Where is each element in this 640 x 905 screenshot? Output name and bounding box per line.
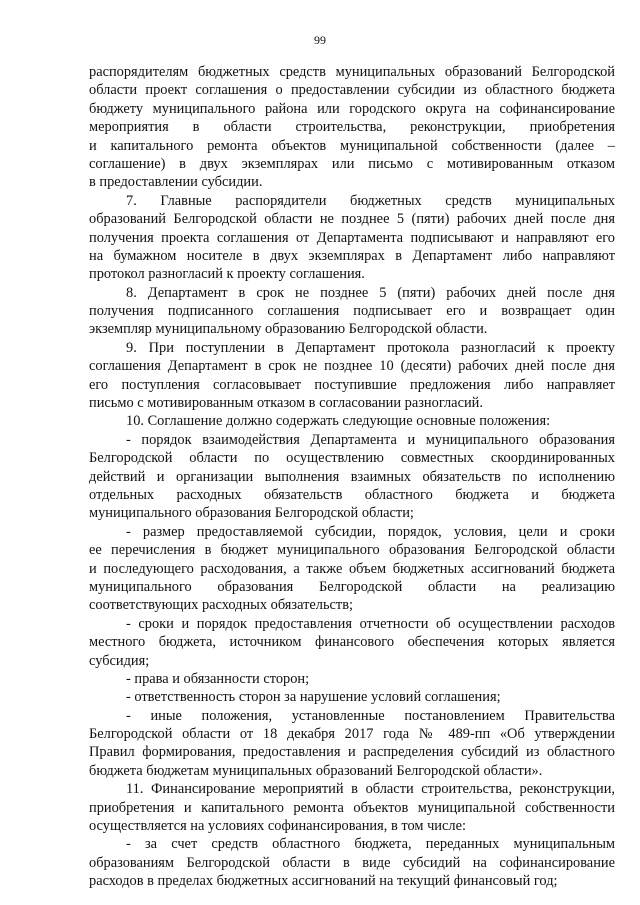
text-line: - ответственность сторон за нарушение условий соглашения; <box>126 689 501 706</box>
text-line: образований Белгородской области не позднее 5 (пяти) рабочих дней после дня <box>89 211 615 228</box>
text-line: на бумажном носителе в двух экземплярах в Департамент либо направляют <box>89 247 615 264</box>
text-line: протокол разногласий к проекту соглашения. <box>89 266 365 283</box>
text-line: мероприятия в области строительства, реконструкции, приобретения <box>89 119 615 136</box>
text-line: субсидия; <box>89 652 150 669</box>
page-number: 99 <box>314 33 326 47</box>
text-line: и последующего расходования, а также объем бюджетных ассигнований бюджета <box>89 560 615 577</box>
text-line: - размер предоставляемой субсидии, порядок, условия, цели и сроки <box>126 523 615 540</box>
document-body <box>89 63 615 891</box>
text-line: соглашения Департамент в срок не позднее 10 (десяти) рабочих дней после дня <box>89 358 615 375</box>
text-line: муниципального образования Белгородской области; <box>89 505 414 522</box>
text-line: муниципального образования Белгородской области на реализацию <box>89 578 615 595</box>
text-line: 11. Финансирование мероприятий в области строительства, реконструкции, <box>126 781 615 798</box>
text-line: бюджету муниципального района или городского округа на софинансирование <box>89 100 615 117</box>
text-line: местного бюджета, источником финансового обеспечения которых является <box>89 634 615 651</box>
text-line: - сроки и порядок предоставления отчетности об осуществлении расходов <box>126 615 615 632</box>
text-line: осуществляется на условиях софинансирования, в том числе: <box>89 818 466 835</box>
text-line: 10. Соглашение должно содержать следующие основные положения: <box>126 413 551 430</box>
text-line: - порядок взаимодействия Департамента и муниципального образования <box>126 431 615 448</box>
text-line: и капитального ремонта объектов муниципальной собственности (далее – <box>89 137 615 154</box>
text-line: 7. Главные распорядители бюджетных средств муниципальных <box>126 192 615 209</box>
text-line: бюджета бюджетам муниципальных образований Белгородской области». <box>89 762 543 779</box>
text-line: 9. При поступлении в Департамент протокола разногласий к проекту <box>126 339 615 356</box>
text-line: образованиям Белгородской области в виде субсидий на софинансирование <box>89 854 615 871</box>
text-line: - иные положения, установленные постановлением Правительства <box>126 707 615 724</box>
text-line: распорядителям бюджетных средств муниципальных образований Белгородской <box>89 64 615 80</box>
text-line: отдельных расходных обязательств областного бюджета и бюджета <box>89 486 615 503</box>
text-line: Белгородской области по осуществлению совместных скоординированных <box>89 450 615 467</box>
text-line: Правил формирования, предоставления и распределения субсидий из областного <box>89 744 615 761</box>
text-line: в предоставлении субсидии. <box>89 174 263 191</box>
text-line: действий и организации выполнения взаимных обязательств по исполнению <box>89 468 615 485</box>
text-line: Белгородской области от 18 декабря 2017 года № 489-пп «Об утверждении <box>89 726 615 743</box>
text-line: экземпляр муниципальному образованию Белгородской области. <box>89 321 488 338</box>
text-line: соглашение) в двух экземплярах или письмо с мотивированным отказом <box>89 155 615 172</box>
text-line: письмо с мотивированным отказом в согласовании разногласий. <box>89 395 483 412</box>
text-line: области проект соглашения о предоставлении субсидии из областного бюджета <box>89 82 615 99</box>
text-line: соответствующих расходных обязательств; <box>89 597 353 614</box>
text-line: ее перечисления в бюджет муниципального образования Белгородской области <box>89 542 615 559</box>
text-line: получения проекта соглашения от Департамента подписывают и направляют его <box>89 229 615 246</box>
text-line: - за счет средств областного бюджета, переданных муниципальным <box>126 836 615 853</box>
text-line: его поступления согласовывает поступившие предложения либо направляет <box>89 376 615 393</box>
text-line: - права и обязанности сторон; <box>126 670 310 687</box>
text-line: расходов в пределах бюджетных ассигнований на текущий финансовый год; <box>89 873 558 890</box>
text-line: 8. Департамент в срок не позднее 5 (пяти) рабочих дней после дня <box>126 284 615 301</box>
text-line: получения подписанного соглашения подписывает его и возвращает один <box>89 303 615 320</box>
text-line: приобретения и капитального ремонта объектов муниципальной собственности <box>89 799 615 816</box>
